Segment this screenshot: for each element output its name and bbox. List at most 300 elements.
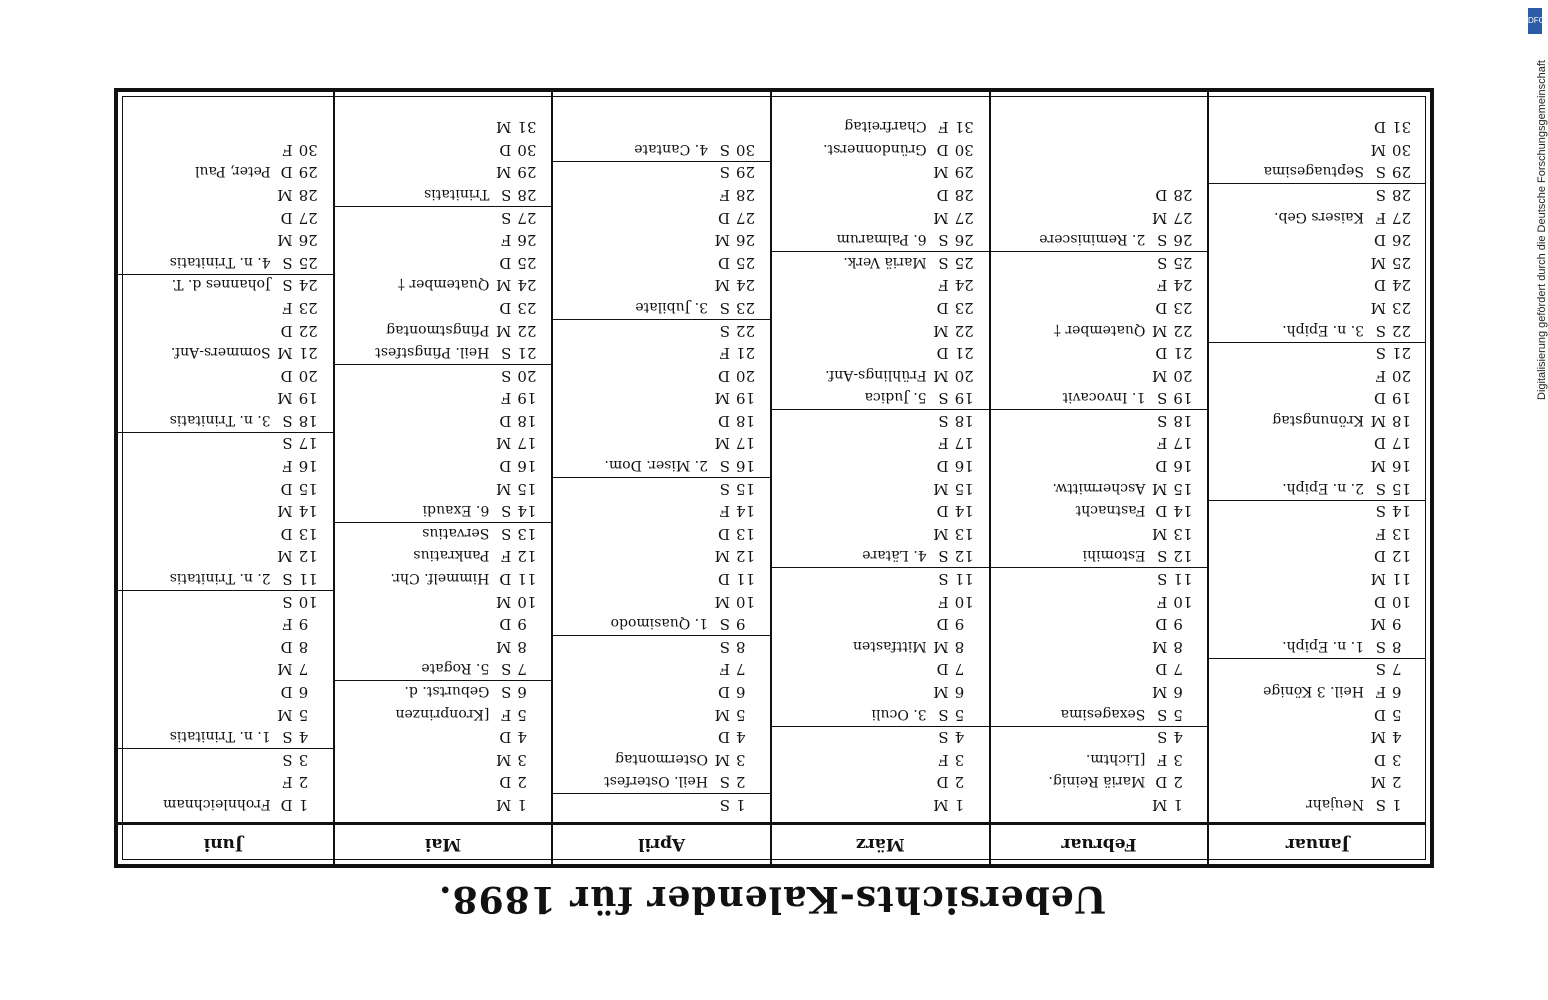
weekday-letter: F <box>1156 434 1168 453</box>
weekday-letter: S <box>719 637 730 656</box>
day-number: 15 <box>517 479 537 498</box>
weekday-letter: D <box>1373 547 1386 566</box>
day-row <box>1209 522 1426 545</box>
weekday-letter: M <box>277 231 293 250</box>
weekday-letter: M <box>1151 366 1168 385</box>
calendar-title: Uebersichts-Kalender für 1898. <box>437 878 1107 920</box>
day-row <box>335 183 552 206</box>
day-row <box>335 680 552 703</box>
feast-name: 1. n. Epiph. <box>1282 637 1364 654</box>
day-number: 23 <box>298 298 318 317</box>
weekday-letter: F <box>938 118 949 137</box>
day-number: 3 <box>517 750 527 769</box>
day-number: 30 <box>954 140 974 159</box>
weekday-letter: S <box>501 208 512 227</box>
day-row <box>991 229 1208 252</box>
weekday-letter: S <box>282 411 293 430</box>
weekday-letter: D <box>280 366 293 385</box>
weekday-letter: S <box>938 389 949 408</box>
day-number: 23 <box>736 298 756 317</box>
day-row <box>553 590 770 613</box>
day-number: 25 <box>954 253 974 272</box>
weekday-letter: D <box>936 140 949 159</box>
day-row <box>553 613 770 636</box>
day-row <box>1209 251 1426 274</box>
day-number: 19 <box>517 389 537 408</box>
day-row <box>114 613 333 636</box>
day-row <box>335 432 552 455</box>
feast-name: 5. Rogate <box>421 660 490 677</box>
day-row <box>114 545 333 568</box>
day-row <box>1209 658 1426 681</box>
day-number: 1 <box>517 796 527 814</box>
feast-name: 4. Cantate <box>634 140 708 157</box>
day-row <box>114 748 333 771</box>
weekday-letter: F <box>938 276 949 295</box>
weekday-letter: S <box>719 796 730 814</box>
day-row <box>114 432 333 455</box>
day-row <box>553 680 770 703</box>
day-number: 1 <box>298 796 309 814</box>
day-row <box>991 432 1208 455</box>
day-number: 23 <box>517 298 537 317</box>
day-row <box>114 138 333 161</box>
weekday-letter: D <box>280 683 293 702</box>
weekday-letter: M <box>933 208 949 227</box>
day-number: 30 <box>736 140 756 159</box>
weekday-letter: M <box>1370 570 1386 589</box>
weekday-letter: M <box>1370 773 1386 792</box>
day-number: 21 <box>517 344 537 363</box>
day-number: 4 <box>517 728 527 747</box>
day-number: 6 <box>954 683 965 702</box>
weekday-letter: M <box>714 547 730 566</box>
day-number: 4 <box>954 728 965 747</box>
weekday-letter: M <box>1370 457 1386 476</box>
day-number: 25 <box>517 253 537 272</box>
day-row <box>991 409 1208 432</box>
day-number: 11 <box>954 570 974 589</box>
day-number: 7 <box>954 660 965 679</box>
day-number: 22 <box>1392 321 1412 340</box>
day-number: 13 <box>298 524 318 543</box>
weekday-letter: M <box>714 592 730 611</box>
day-row <box>335 635 552 658</box>
day-row <box>114 793 333 816</box>
day-number: 7 <box>1392 660 1402 679</box>
weekday-letter: D <box>280 321 293 340</box>
weekday-letter: D <box>1155 660 1168 679</box>
day-row <box>991 635 1208 658</box>
day-number: 3 <box>736 750 746 769</box>
day-number: 5 <box>954 705 965 724</box>
day-list <box>772 116 989 816</box>
day-row <box>991 748 1208 771</box>
day-row <box>772 748 989 771</box>
day-row <box>335 342 552 365</box>
weekday-letter: D <box>1373 750 1386 769</box>
day-row <box>1209 161 1426 184</box>
day-number: 29 <box>1392 163 1412 182</box>
day-number: 18 <box>517 411 537 430</box>
day-row <box>772 387 989 410</box>
day-number: 19 <box>1173 389 1193 408</box>
weekday-letter: M <box>495 796 512 814</box>
day-number: 10 <box>954 592 974 611</box>
weekday-letter: M <box>495 750 512 769</box>
day-number: 11 <box>1173 570 1193 589</box>
day-number: 21 <box>1392 344 1412 363</box>
weekday-letter: S <box>938 547 949 566</box>
day-row <box>772 161 989 184</box>
feast-name: 1. Invocavit <box>1062 389 1146 406</box>
day-number: 4 <box>736 728 746 747</box>
weekday-letter: D <box>280 637 293 656</box>
feast-name: 3. Oculi <box>871 705 927 722</box>
day-row <box>772 522 989 545</box>
day-row <box>114 703 333 726</box>
day-row <box>114 229 333 252</box>
day-number: 21 <box>1173 344 1193 363</box>
day-number: 14 <box>1392 502 1412 521</box>
weekday-letter: D <box>717 208 730 227</box>
weekday-letter: S <box>1157 411 1168 430</box>
day-number: 16 <box>298 457 318 476</box>
weekday-letter: D <box>1155 185 1168 204</box>
day-row <box>114 296 333 319</box>
month-header: Februar <box>991 822 1208 864</box>
feast-name: 1. Quasimodo <box>610 615 708 632</box>
weekday-letter: D <box>936 660 949 679</box>
day-row <box>1209 635 1426 658</box>
feast-name: Sommers-Anf. <box>170 344 271 361</box>
weekday-letter: S <box>501 344 512 363</box>
weekday-letter: F <box>1156 276 1168 295</box>
day-number: 26 <box>1173 231 1193 250</box>
weekday-letter: S <box>1157 570 1168 589</box>
day-row <box>991 793 1208 816</box>
day-row <box>991 477 1208 500</box>
day-number: 22 <box>1173 321 1193 340</box>
weekday-letter: D <box>936 298 949 317</box>
weekday-letter: D <box>499 570 512 589</box>
day-number: 6 <box>517 683 527 702</box>
day-row <box>114 251 333 274</box>
day-number: 17 <box>298 434 318 453</box>
day-row <box>991 590 1208 613</box>
day-row <box>335 590 552 613</box>
feast-name: Quatember † <box>1053 321 1146 338</box>
weekday-letter: F <box>719 185 730 204</box>
day-row <box>772 432 989 455</box>
weekday-letter: M <box>933 479 949 498</box>
day-number: 28 <box>954 185 974 204</box>
day-row <box>1209 274 1426 297</box>
day-row <box>553 432 770 455</box>
day-row <box>553 500 770 523</box>
weekday-letter: S <box>938 570 949 589</box>
day-row <box>1209 432 1426 455</box>
weekday-letter: M <box>277 344 293 363</box>
day-number: 24 <box>1392 276 1412 295</box>
day-row <box>1209 319 1426 342</box>
day-number: 26 <box>1392 231 1412 250</box>
weekday-letter: D <box>1155 773 1168 792</box>
weekday-letter: M <box>495 592 512 611</box>
weekday-letter: S <box>1375 502 1386 521</box>
day-row <box>1209 183 1426 206</box>
day-number: 11 <box>517 570 537 589</box>
weekday-letter: M <box>1151 683 1168 702</box>
digitization-credit <box>1528 8 1548 448</box>
day-row <box>335 500 552 523</box>
day-number: 17 <box>954 434 974 453</box>
day-row <box>1209 138 1426 161</box>
feast-name: Frohnleichnam <box>163 796 271 812</box>
day-row <box>772 635 989 658</box>
day-row <box>772 342 989 365</box>
day-row <box>991 500 1208 523</box>
day-row <box>335 364 552 387</box>
day-row <box>772 183 989 206</box>
day-number: 25 <box>298 253 318 272</box>
day-row <box>772 545 989 568</box>
day-row <box>553 206 770 229</box>
weekday-letter: D <box>717 366 730 385</box>
day-row <box>1209 296 1426 319</box>
day-number: 24 <box>298 276 318 295</box>
day-row <box>991 680 1208 703</box>
weekday-letter: M <box>277 547 293 566</box>
day-row <box>114 409 333 432</box>
weekday-letter: S <box>1157 547 1168 566</box>
day-number: 12 <box>298 547 318 566</box>
feast-name: Pankratius <box>413 547 490 564</box>
feast-name: Mittfasten <box>852 637 927 654</box>
day-number: 7 <box>736 660 746 679</box>
day-number: 22 <box>954 321 974 340</box>
day-number: 21 <box>298 344 318 363</box>
day-row <box>1209 206 1426 229</box>
weekday-letter: M <box>277 705 293 724</box>
day-row <box>1209 726 1426 749</box>
day-number: 17 <box>736 434 756 453</box>
day-number: 11 <box>1392 570 1412 589</box>
day-row <box>335 658 552 681</box>
weekday-letter: S <box>719 479 730 498</box>
day-number: 13 <box>954 524 974 543</box>
day-row <box>553 771 770 794</box>
day-number: 6 <box>1392 683 1402 702</box>
day-number: 28 <box>298 185 318 204</box>
feast-name: Geburtst. d. <box>404 683 490 700</box>
month-header: März <box>772 822 989 864</box>
day-row <box>991 251 1208 274</box>
day-number: 17 <box>517 434 537 453</box>
day-row <box>991 567 1208 590</box>
day-row <box>114 500 333 523</box>
feast-name: 4. Lätare <box>862 547 927 564</box>
weekday-letter: M <box>495 434 512 453</box>
day-number: 8 <box>517 637 527 656</box>
weekday-letter: S <box>719 298 730 317</box>
weekday-letter: D <box>280 479 293 498</box>
weekday-letter: F <box>282 615 293 634</box>
day-row <box>553 342 770 365</box>
feast-name: 2. n. Epiph. <box>1282 479 1364 496</box>
weekday-letter: S <box>719 457 730 476</box>
weekday-letter: M <box>1370 411 1386 430</box>
feast-name: Heil. Osterfest <box>604 773 708 790</box>
weekday-letter: D <box>499 773 512 792</box>
weekday-letter: S <box>1375 344 1386 363</box>
day-row <box>991 613 1208 636</box>
day-number: 2 <box>736 773 746 792</box>
day-number: 2 <box>298 773 309 792</box>
day-row <box>991 455 1208 478</box>
feast-name: Mariä Reinig. <box>1048 773 1146 790</box>
day-number: 9 <box>954 615 965 634</box>
day-number: 15 <box>298 479 318 498</box>
weekday-letter: S <box>719 773 730 792</box>
feast-name: 2. Miser. Dom. <box>604 457 708 474</box>
weekday-letter: D <box>936 457 949 476</box>
weekday-letter: M <box>277 502 293 521</box>
month-column-april <box>551 92 770 864</box>
day-row <box>114 680 333 703</box>
weekday-letter: F <box>1375 208 1386 227</box>
weekday-letter: F <box>938 434 949 453</box>
weekday-letter: M <box>277 389 293 408</box>
weekday-letter: S <box>1375 321 1386 340</box>
day-row <box>114 567 333 590</box>
day-row <box>991 364 1208 387</box>
weekday-letter: M <box>277 185 293 204</box>
feast-name: 3. n. Epiph. <box>1282 321 1364 338</box>
day-number: 30 <box>298 140 318 159</box>
weekday-letter: M <box>1370 298 1386 317</box>
weekday-letter: M <box>1151 524 1168 543</box>
weekday-letter: S <box>1157 253 1168 272</box>
day-row <box>335 703 552 726</box>
weekday-letter: M <box>714 705 730 724</box>
day-row <box>1209 116 1426 139</box>
weekday-letter: M <box>495 118 512 137</box>
weekday-letter: D <box>1155 502 1168 521</box>
day-number: 8 <box>954 637 965 656</box>
day-number: 18 <box>954 411 974 430</box>
weekday-letter: D <box>717 253 730 272</box>
feast-name: 6. Exaudi <box>422 502 490 519</box>
day-row <box>772 274 989 297</box>
day-number: 5 <box>517 705 527 724</box>
day-number: 25 <box>736 253 756 272</box>
day-number: 26 <box>736 231 756 250</box>
day-row <box>335 229 552 252</box>
day-number: 29 <box>517 163 537 182</box>
day-list <box>991 183 1208 816</box>
day-number: 9 <box>298 615 309 634</box>
day-number: 18 <box>1173 411 1193 430</box>
day-row <box>553 455 770 478</box>
dfg-logo: DFG <box>1528 8 1542 34</box>
day-row <box>1209 455 1426 478</box>
day-number: 22 <box>736 321 756 340</box>
weekday-letter: F <box>938 592 949 611</box>
day-number: 14 <box>298 502 318 521</box>
day-number: 21 <box>736 344 756 363</box>
weekday-letter: S <box>501 502 512 521</box>
day-number: 9 <box>1392 615 1402 634</box>
day-row <box>1209 590 1426 613</box>
day-row <box>772 567 989 590</box>
day-number: 5 <box>1392 705 1402 724</box>
day-number: 27 <box>298 208 318 227</box>
weekday-letter: S <box>938 728 949 747</box>
weekday-letter: M <box>714 389 730 408</box>
day-number: 31 <box>954 118 974 137</box>
weekday-letter: D <box>499 140 512 159</box>
day-number: 27 <box>517 208 537 227</box>
day-number: 2 <box>1173 773 1183 792</box>
day-row <box>1209 229 1426 252</box>
day-row <box>553 183 770 206</box>
day-row <box>553 635 770 658</box>
day-row <box>553 274 770 297</box>
day-number: 6 <box>1173 683 1183 702</box>
weekday-letter: S <box>501 683 512 702</box>
day-row <box>991 703 1208 726</box>
feast-name: Peter, Paul <box>194 163 271 180</box>
day-row <box>772 477 989 500</box>
weekday-letter: D <box>1373 705 1386 724</box>
day-row <box>991 183 1208 206</box>
feast-name: Ostermontag <box>615 750 708 767</box>
day-row <box>335 613 552 636</box>
day-number: 9 <box>1173 615 1183 634</box>
weekday-letter: D <box>1373 434 1386 453</box>
day-row <box>1209 567 1426 590</box>
day-row <box>553 522 770 545</box>
day-number: 9 <box>736 615 746 634</box>
weekday-letter: M <box>495 276 512 295</box>
weekday-letter: M <box>1151 796 1168 814</box>
day-number: 12 <box>517 547 537 566</box>
day-row <box>991 319 1208 342</box>
day-number: 1 <box>1173 796 1183 814</box>
day-row <box>991 522 1208 545</box>
feast-name: [Lichtm. <box>1085 750 1146 767</box>
feast-name: 2. n. Trinitatis <box>169 570 271 587</box>
day-number: 11 <box>298 570 318 589</box>
day-row <box>553 364 770 387</box>
weekday-letter: D <box>280 796 293 814</box>
weekday-letter: S <box>501 185 512 204</box>
day-row <box>114 364 333 387</box>
weekday-letter: S <box>1375 637 1386 656</box>
weekday-letter: S <box>1375 660 1386 679</box>
day-row <box>114 771 333 794</box>
day-number: 17 <box>1392 434 1412 453</box>
weekday-letter: M <box>714 434 730 453</box>
weekday-letter: M <box>1151 479 1168 498</box>
day-number: 23 <box>1392 298 1412 317</box>
day-row <box>991 545 1208 568</box>
day-number: 6 <box>298 683 309 702</box>
day-number: 11 <box>736 570 756 589</box>
weekday-letter: M <box>933 163 949 182</box>
day-number: 26 <box>517 231 537 250</box>
